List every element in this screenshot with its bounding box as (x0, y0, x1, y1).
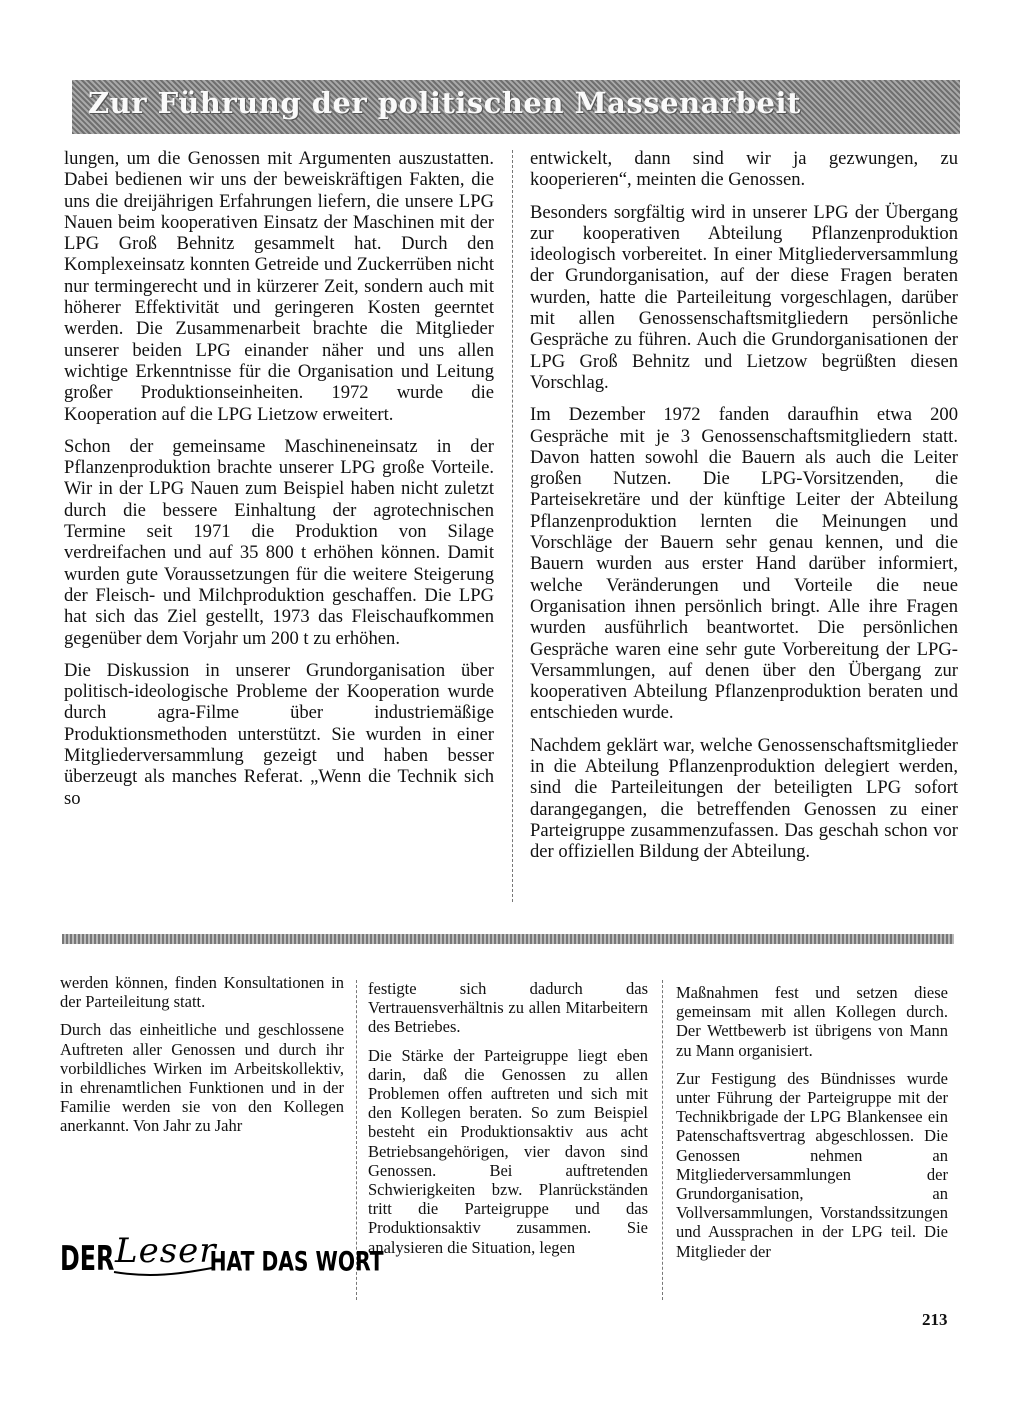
paragraph: Die Diskussion in unserer Grundorganisation über politisch-ideologische Probleme der Kooperation wurde durch agra-Filme über industriemäßige Produktionsmethoden unterstützt. Sie wurden in einer Mitgliederversammlung gezeigt und haben besser überzeugt als manches Referat. „Wenn die Technik sich so (64, 659, 494, 809)
article-column-right (530, 148, 958, 874)
paragraph: Zur Festigung des Bündnisses wurde unter Führung der Parteigruppe mit der Technikbrigade der LPG Blankensee ein Patenschaftsvertrag abgeschlossen. Die Genossen nehmen an Mitgliederversammlungen der Grundorganisation, an Vollversammlungen, Vorstandssitzungen und Aussprachen in der LPG teil. Die Mitglieder der (676, 1068, 948, 1261)
letter-column-2 (368, 979, 648, 1266)
logo-text-right: HAT DAS WORT (209, 1245, 384, 1278)
paragraph: Im Dezember 1972 fanden daraufhin etwa 200 Gespräche mit je 3 Genossenschaftsmitgliedern statt. Davon hatten sowohl die Bauern als auch die Leiter großen Nutzen. Die LPG-Vorsitzenden, die Parteisekretäre und der künftige Leiter der Abteilung Pflanzenproduktion lernten die Meinungen und Vorschläge der Bauern sehr genau kennen, und die Bauern wurden aus erster Hand darüber informiert, welche Veränderungen und Vorteile die neue Organisation ihnen persönlich bringt. Alle ihre Fragen wurden ausführlich beantwortet. Die persönlichen Gespräche waren eine sehr gute Vorbereitung der LPG-Versammlungen, auf denen über den Übergang zur kooperativen Abteilung Pflanzenproduktion beraten und entschieden wurde. (530, 404, 958, 724)
section-title: Zur Führung der politischen Massenarbeit (88, 86, 801, 120)
paragraph: Nachdem geklärt war, welche Genossenschaftsmitglieder in die Abteilung Pflanzenproduktion delegiert werden, sind die Parteileitungen der beteiligten LPG sofort darangegangen, die betreffenden Genossen zu einer Parteigruppe zusammenzufassen. Das geschah schon vor der offiziellen Bildung der Abteilung. (530, 734, 958, 863)
paragraph: Durch das einheitliche und geschlossene Auftreten aller Genossen und durch ihr vorbildliches Wirken im Arbeitskollektiv, in ehrenamtlichen Funktionen und in der Familie werden sie von den Kollegen anerkannt. Von Jahr zu Jahr (60, 1020, 344, 1136)
paragraph: Besonders sorgfältig wird in unserer LPG der Übergang zur kooperativen Abteilung Pflanzenproduktion ideologisch vorbereitet. In einer Mitgliederversammlung der Grundorganisation, auf der diese Fragen beraten wurden, hatte die Parteileitung vorgeschlagen, darüber mit allen Genossenschaftsmitgliedern persönliche Gespräche zu führen. Auch die Grundorganisationen der LPG Groß Behnitz und Lietzow begrüßten diesen Vorschlag. (530, 201, 958, 393)
paragraph: Die Stärke der Parteigruppe liegt eben darin, daß die Genossen zu allen Problemen offen auftreten und sich mit den Kollegen beraten. So zum Beispiel besteht ein Produktionsaktiv aus acht Betriebsangehörigen, vier davon sind Genossen. Bei auftretenden Schwierigkeiten bzw. Planrückständen tritt die Parteigruppe und das Produktionsaktiv zusammen. Sie analysieren die Situation, legen (368, 1045, 648, 1257)
logo-text-script: Leser (115, 1231, 217, 1271)
page-number: 213 (922, 1310, 948, 1329)
paragraph: entwickelt, dann sind wir ja gezwungen, zu kooperieren“, meinten die Genossen. (530, 148, 958, 191)
letter-column-1 (60, 973, 344, 1145)
column-divider (662, 980, 663, 1300)
letter-column-3 (676, 983, 948, 1270)
paragraph: festigte sich dadurch das Vertrauensverhältnis zu allen Mitarbeitern des Betriebes. (368, 979, 648, 1037)
section-header-banner (72, 80, 960, 134)
paragraph: Schon der gemeinsame Maschineneinsatz in der Pflanzenproduktion brachte unserer LPG große Vorteile. Wir in der LPG Nauen zum Beispiel haben nicht zuletzt durch die bessere Einhaltung der agrotechnischen Termine seit 1971 die Produktion von Silage verdreifachen und auf 35 800 t erhöhen können. Damit wurden gute Voraussetzungen für die weitere Steigerung der Fleisch- und Milchproduktion geschaffen. Die LPG hat sich das Ziel gestellt, 1973 das Fleischaufkommen gegenüber dem Vorjahr um 200 t zu erhöhen. (64, 435, 494, 649)
leser-hat-das-wort-logo (60, 1228, 384, 1282)
paragraph: lungen, um die Genossen mit Argumenten auszustatten. Dabei bedienen wir uns der beweiskräftigen Fakten, die uns die dreijährigen Erfahrungen liefern, die unsere LPG Nauen beim kooperativen Einsatz der Maschinen mit der LPG Groß Behnitz gesammelt hat. Durch den Komplexeinsatz konnten Getreide und Zuckerrüben nicht nur termingerecht und in kürzerer Zeit, sondern auch mit höherer Effektivität und geringeren Kosten geerntet werden. Die Zusammenarbeit brachte die Mitglieder unserer beiden LPG einander näher und uns allen wichtige Erkenntnisse für die Organisation und Leitung großer Produktionseinheiten. 1972 wurde die Kooperation auf die LPG Lietzow erweitert. (64, 148, 494, 425)
column-divider (512, 150, 513, 902)
paragraph: Maßnahmen fest und setzen diese gemeinsam mit allen Kollegen durch. Der Wettbewerb ist übrigens von Mann zu Mann organisiert. (676, 983, 948, 1060)
paragraph: werden können, finden Konsultationen in der Parteileitung statt. (60, 973, 344, 1012)
article-column-left (64, 148, 494, 820)
logo-text-left: DER (60, 1238, 115, 1279)
section-separator (62, 934, 954, 944)
